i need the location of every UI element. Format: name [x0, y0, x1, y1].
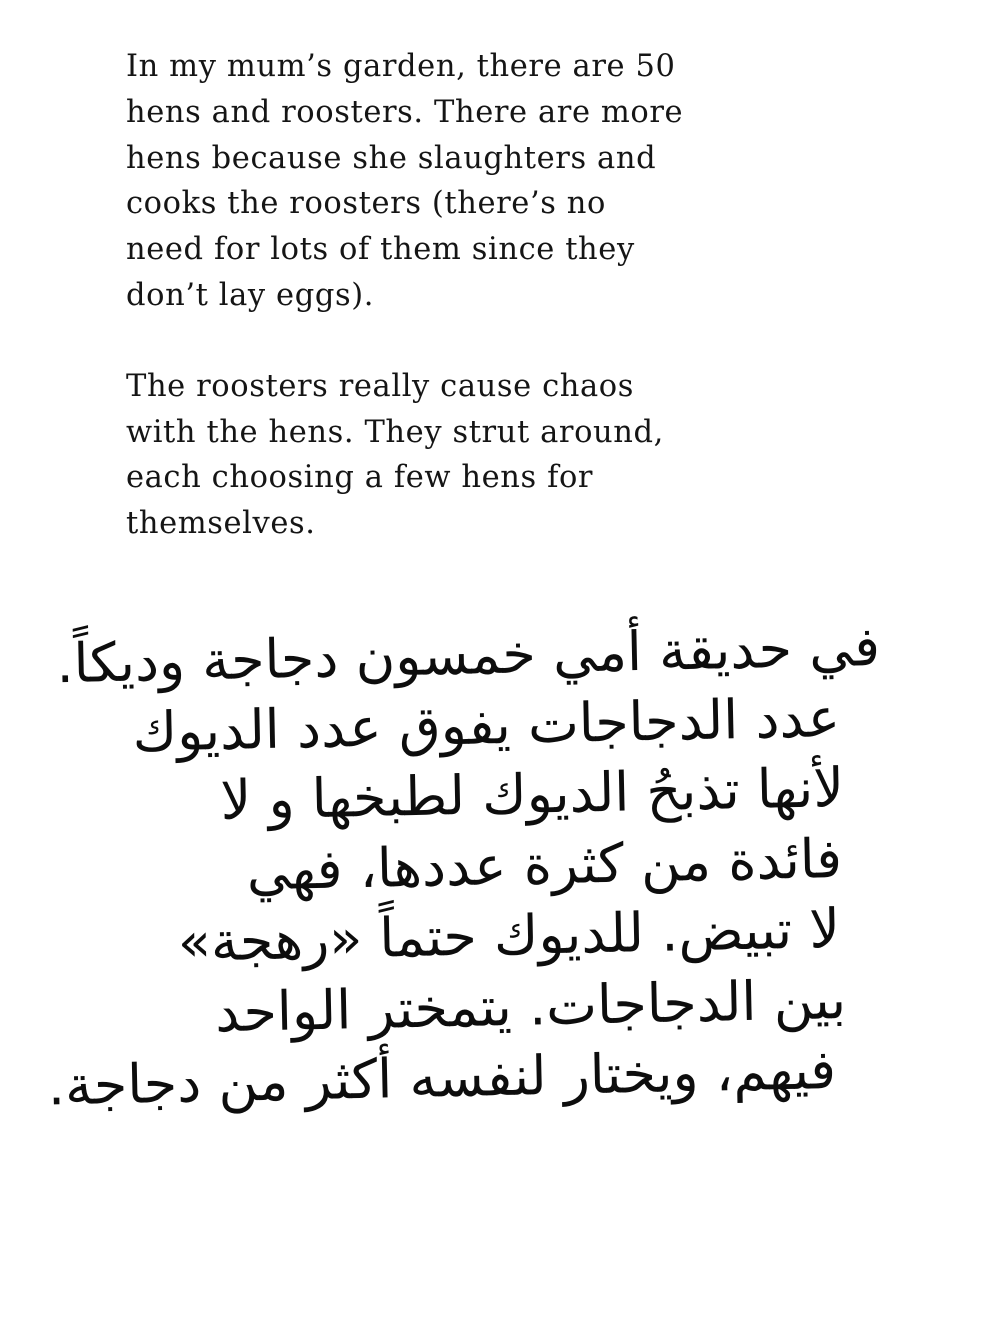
english-text-block [126, 44, 886, 547]
text-line: hens because she slaughters and [126, 140, 657, 176]
text-line: with the hens. They strut around, [126, 414, 664, 450]
arabic-line: فيهم، ويختار لنفسه أكثر من دجاجة. [47, 1038, 837, 1118]
text-line: The roosters really cause chaos [126, 368, 634, 404]
arabic-line: بين الدجاجات. يتمختر الواحد [214, 967, 847, 1044]
text-line: need for lots of them since they [126, 232, 635, 268]
text-line: cooks the roosters (there’s no [126, 186, 606, 222]
arabic-line: فائدة من كثرة عددها، فهي [246, 826, 843, 902]
arabic-line: في حديقة أمي خمسون دجاجة وديكاً. [55, 615, 881, 696]
text-line: themselves. [126, 506, 316, 542]
english-paragraph-2 [126, 364, 886, 547]
arabic-line: لأنها تذبحُ الديوك لطبخها و لا [219, 756, 845, 833]
text-line: hens and roosters. There are more [126, 94, 684, 130]
english-paragraph-1 [126, 44, 886, 319]
arabic-handwritten-block [47, 612, 881, 1118]
text-line: each choosing a few hens for [126, 460, 594, 496]
text-line: In my mum’s garden, there are 50 [126, 49, 676, 84]
arabic-line: لا تبيض. للديوك حتماً «رهجة» [177, 897, 841, 974]
text-line: don’t lay eggs). [126, 277, 374, 313]
arabic-line: عدد الدجاجات يفوق عدد الديوك [131, 685, 841, 764]
